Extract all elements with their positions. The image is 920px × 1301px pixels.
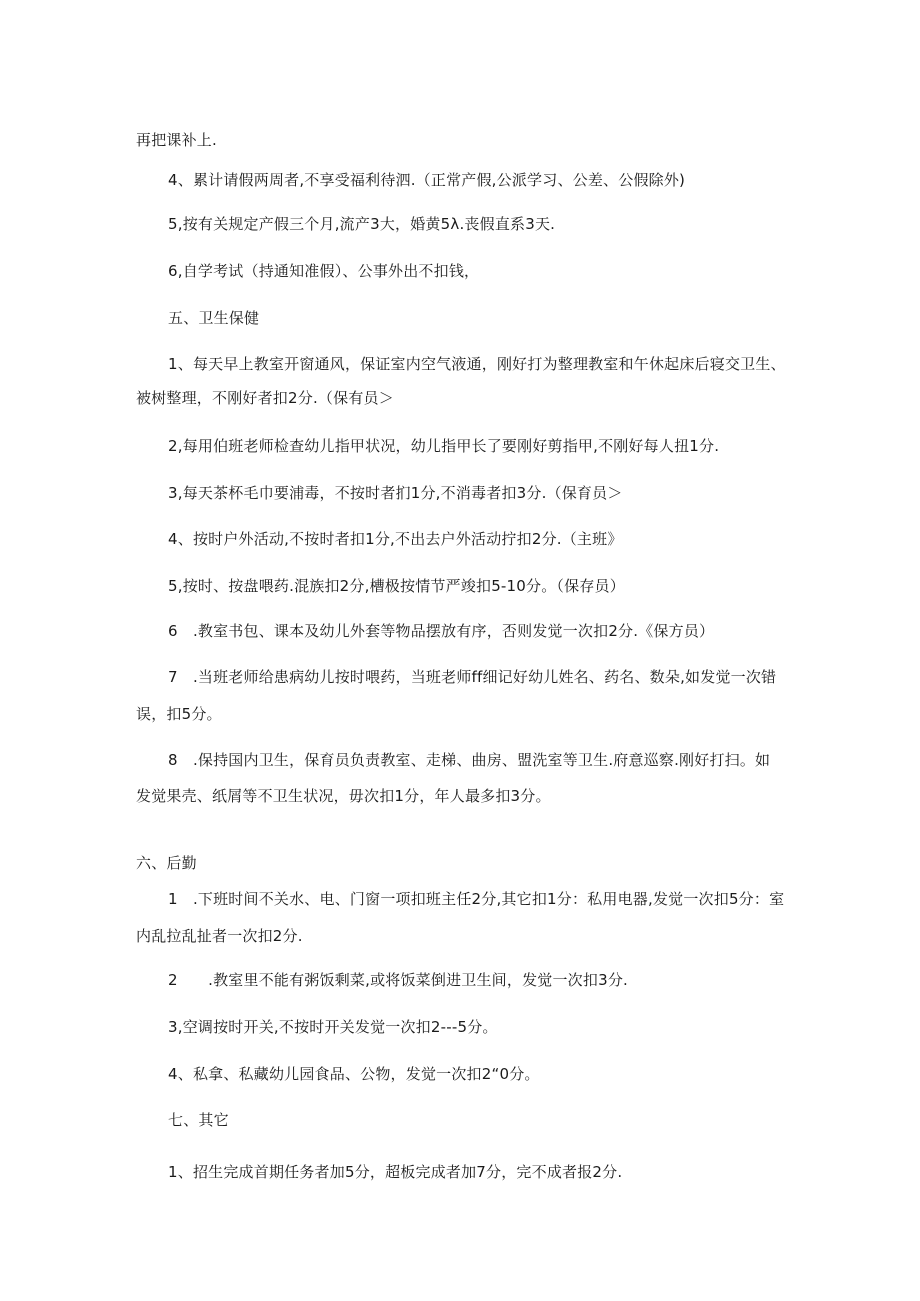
text-line: 6 .教室书包、课本及幼儿外套等物品摆放有序，否则发觉一次扣2分.《保方员） — [168, 622, 715, 640]
text-line: 1 .下班时间不关水、电、门窗一项扣班主任2分,其它扣1分：私用电器,发觉一次扣5分：室 — [168, 890, 785, 908]
section-heading: 六、后勤 — [136, 854, 197, 872]
text-line: 8 .保持国内卫生，保育员负责教室、走梯、曲房、盟洗室等卫生.府意巡察.刚好打扫。如 — [168, 751, 771, 769]
text-line: 4、私拿、私藏幼儿园食品、公物，发觉一次扣2“0分。 — [168, 1065, 540, 1083]
text-line: 3,空调按时开关,不按时开关发觉一次扣2---5分。 — [168, 1018, 498, 1036]
text-line: 5,按有关规定产假三个月,流产3大，婚黄5λ.丧假直系3天. — [168, 215, 556, 233]
text-line: 1、每天早上教室开窗通风，保证室内空气液通，刚好打为整理教室和午休起床后寝交卫生、 — [168, 355, 786, 373]
text-line: 5,按时、按盘喂药.混族扣2分,槽极按情节严竣扣5-10分。（保存员） — [168, 577, 625, 595]
text-line: 1、招生完成首期任务者加5分，超板完成者加7分，完不成者报2分. — [168, 1163, 623, 1181]
text-line: 6,自学考试（持通知准假）、公事外出不扣钱， — [168, 262, 480, 280]
text-line: 发觉果壳、纸屑等不卫生状况，毋次扣1分，年人最多扣3分。 — [136, 787, 551, 805]
text-line: 再把课补上. — [136, 131, 217, 149]
text-line: 误，扣5分。 — [136, 705, 222, 723]
text-line: 内乱拉乱扯者一次扣2分. — [136, 927, 303, 945]
text-line: 7 .当班老师给患病幼儿按时喂药，当班老师ff细记好幼儿姓名、药名、数朵,如发觉一次错 — [168, 668, 777, 686]
text-line: 4、按时户外活动,不按时者扣1分,不出去户外活动拧扣2分.（主班》 — [168, 530, 623, 548]
text-line: 2,每用伯班老师检查幼儿指甲状况，幼儿指甲长了要刚好剪指甲,不刚好每人扭1分. — [168, 437, 720, 455]
text-line: 2 .教室里不能有粥饭剩菜,或将饭菜倒进卫生间，发觉一次扣3分. — [168, 971, 628, 989]
text-line: 被树整理，不刚好者扣2分.（保有员＞ — [136, 389, 394, 407]
text-line: 3,每天茶杯毛巾要浦毒，不按时者扪1分,不消毒者扣3分.（保育员＞ — [168, 484, 623, 502]
section-heading: 七、其它 — [168, 1111, 229, 1129]
text-line: 4、累计请假两周者,不享受福利待泗.（正常产假,公派学习、公差、公假除外) — [168, 171, 686, 189]
section-heading: 五、卫生保健 — [168, 309, 260, 327]
